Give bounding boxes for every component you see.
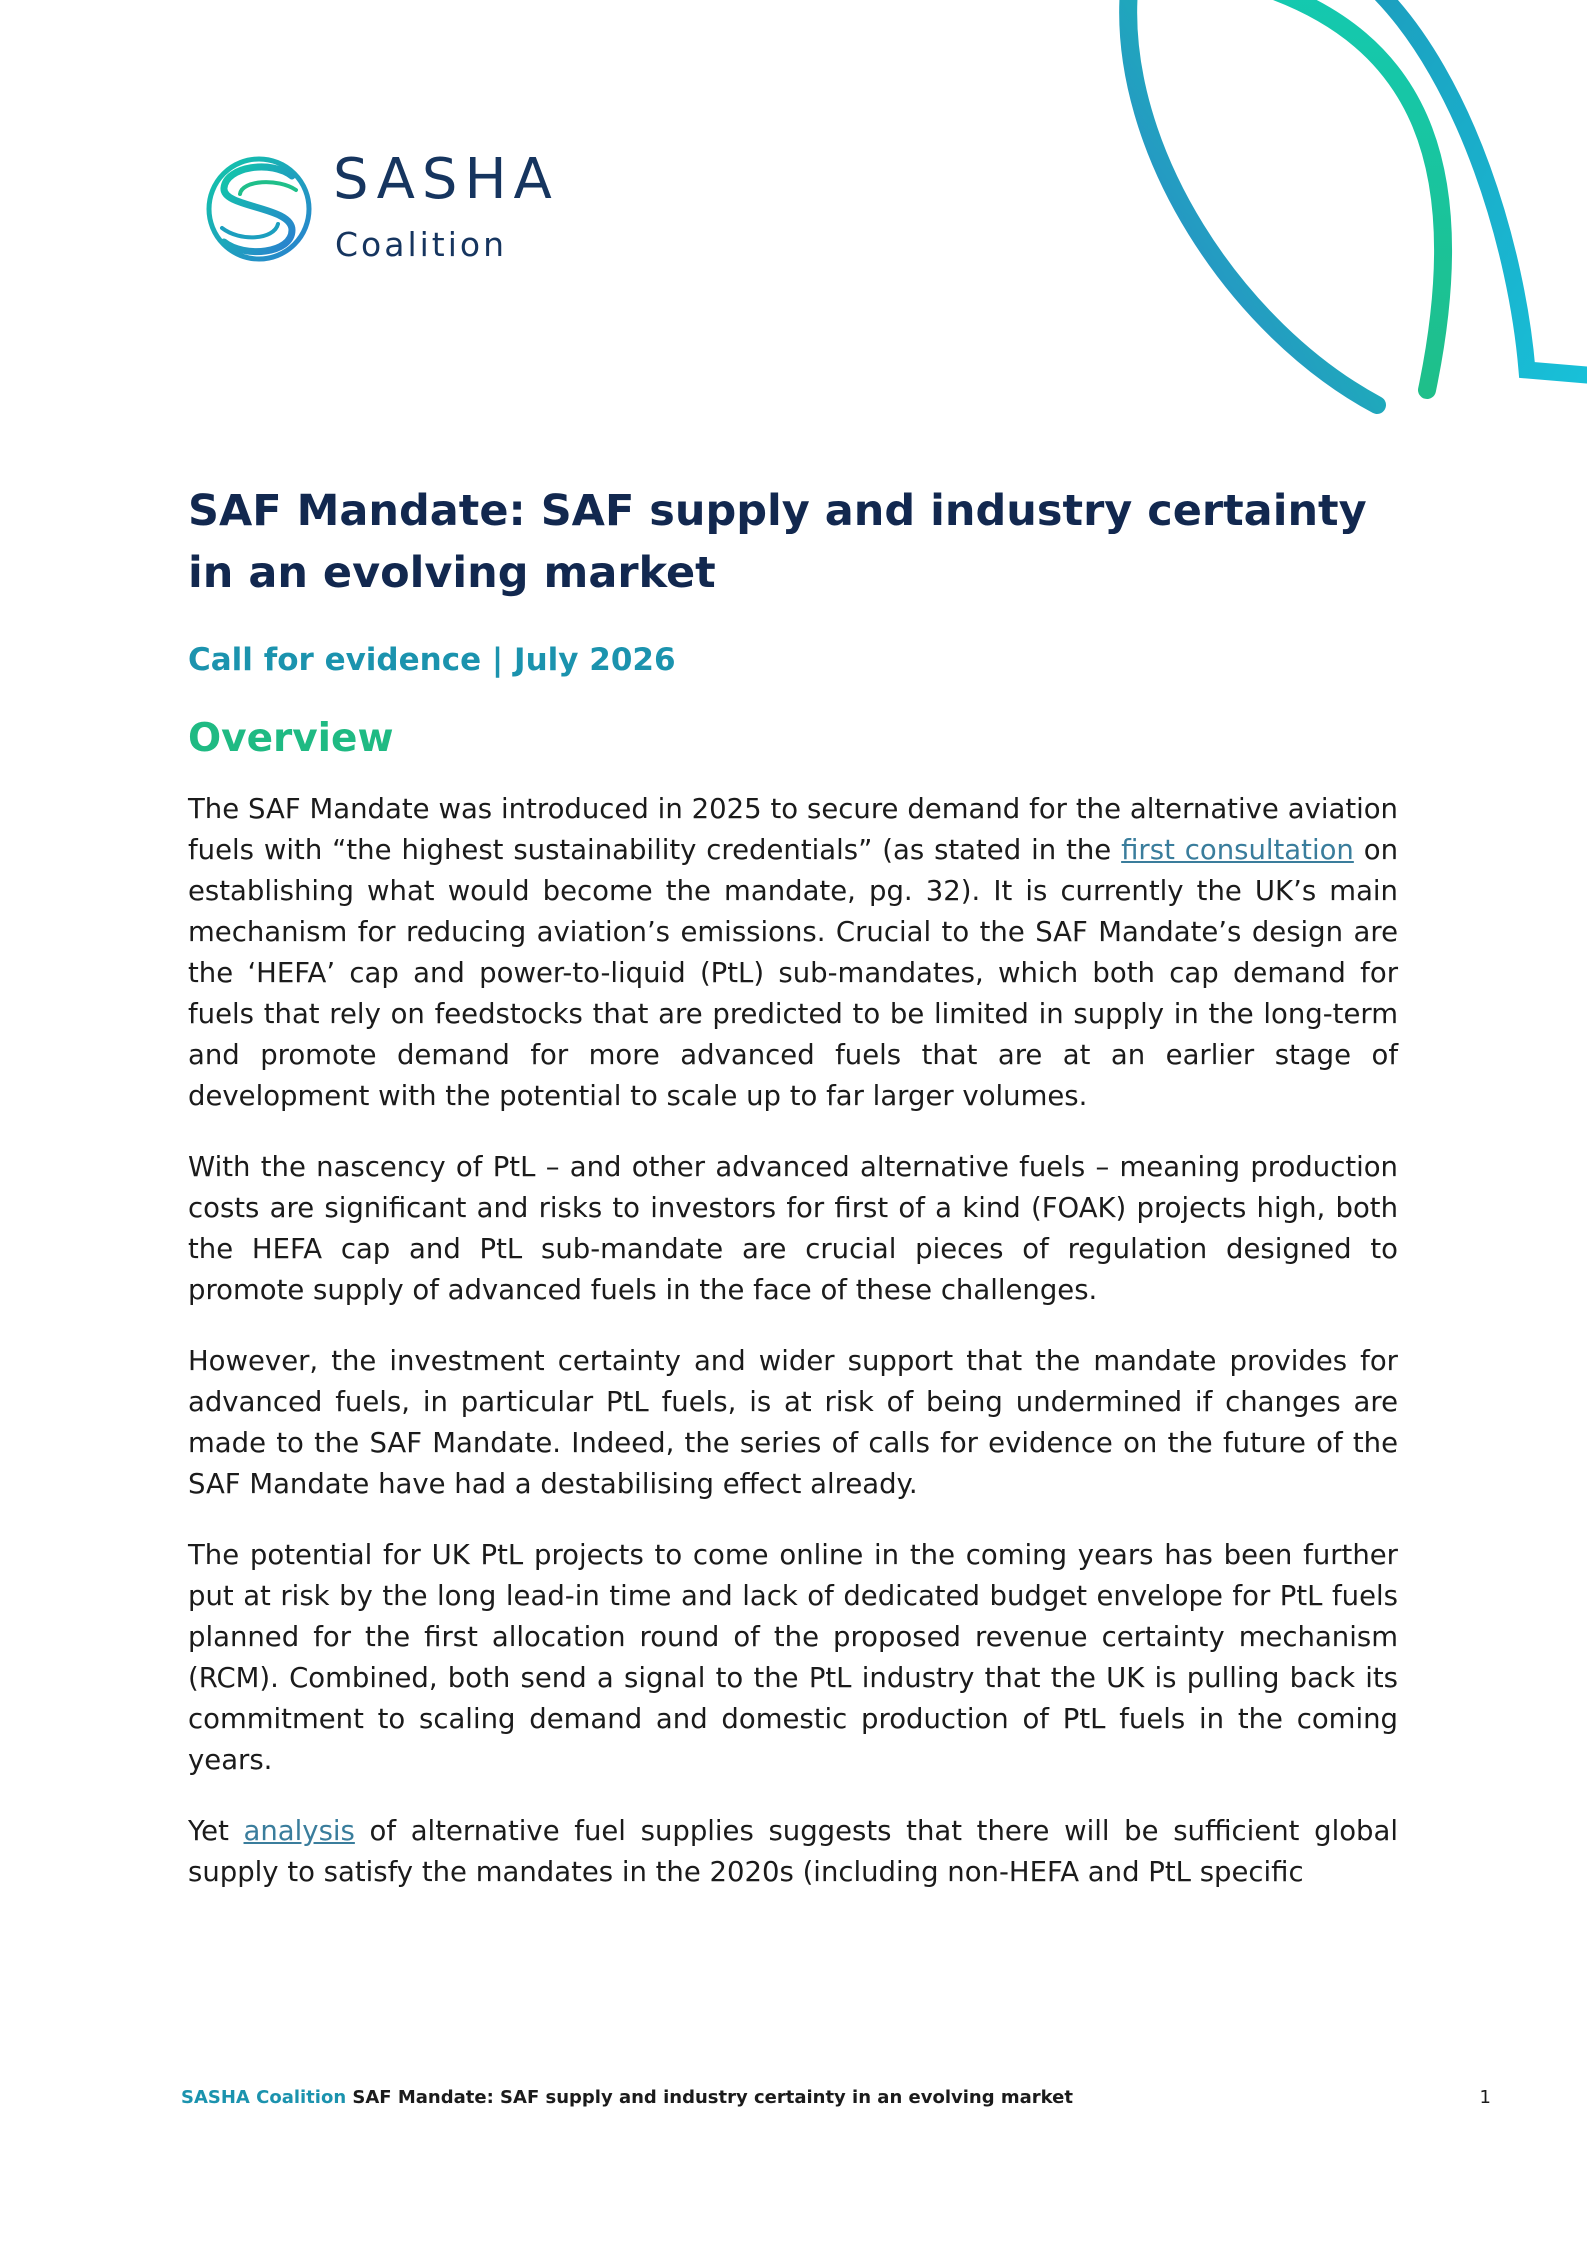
- document-title-line-1: SAF Mandate: SAF supply and industry certainty: [188, 486, 1367, 536]
- footer-page-number: 1: [1479, 2087, 1491, 2108]
- document-subtitle: Call for evidence | July 2026: [188, 642, 676, 678]
- paragraph-1-text-end: on establishing what would become the mandate, pg. 32). It is currently the UK’s main mechanism for reducing aviation’s emissions. Crucial to the SAF Mandate’s design are the ‘HEFA’ cap and power-to-liquid (PtL) sub-mandates, which both cap demand for fuels that rely on feedstocks that are predicted to be limited in supply in the long-term and promote demand for more advanced fuels that are at an earlier stage of development with the potential to scale up to far larger volumes.: [188, 834, 1399, 1112]
- paragraph-5-text-end: of alternative fuel supplies suggests that there will be sufficient global supply to satisfy the mandates in the 2020s (including non-HEFA and PtL specific: [188, 1815, 1398, 1888]
- paragraph-4: The potential for UK PtL projects to come online in the coming years has been further put at risk by the long lead-in time and lack of dedicated budget envelope for PtL fuels planned for the first allocation round of the proposed revenue certainty mechanism (RCM). Combined, both send a signal to the PtL industry that the UK is pulling back its commitment to scaling demand and domestic production of PtL fuels in the coming years.: [188, 1539, 1398, 1776]
- document-content: [188, 480, 1398, 1923]
- sasha-logo-mark-icon: [200, 150, 318, 268]
- page-footer: [181, 2087, 1491, 2108]
- paragraph-1: [188, 789, 1398, 1117]
- footer-org-name: SASHA Coalition: [181, 2087, 347, 2108]
- first-consultation-link[interactable]: first consultation: [1121, 834, 1354, 866]
- paragraph-3: However, the investment certainty and wider support that the mandate provides for advanced fuels, in particular PtL fuels, is at risk of being undermined if changes are made to the SAF Mandate. Indeed, the series of calls for evidence on the future of the SAF Mandate have had a destabilising effect already.: [188, 1345, 1398, 1500]
- logo-subtitle: Coalition: [335, 225, 508, 264]
- logo-wordmark: SASHA: [333, 147, 559, 212]
- body-text: [188, 789, 1398, 1893]
- document-title: [188, 480, 1398, 604]
- decorative-swoosh-graphic: [1047, 0, 1587, 430]
- paragraph-1-text-start: The SAF Mandate was introduced in 2025 to secure demand for the alternative aviation fuels with “the highest sustainability credentials” (as stated in the: [188, 793, 1398, 866]
- paragraph-2: With the nascency of PtL – and other advanced alternative fuels – meaning production costs are significant and risks to investors for first of a kind (FOAK) projects high, both the HEFA cap and PtL sub-mandate are crucial pieces of regulation designed to promote supply of advanced fuels in the face of these challenges.: [188, 1151, 1398, 1306]
- analysis-link[interactable]: analysis: [243, 1815, 355, 1847]
- paragraph-5: [188, 1811, 1398, 1893]
- document-title-line-2: in an evolving market: [188, 548, 716, 598]
- section-heading-overview: Overview: [188, 716, 394, 761]
- footer-document-title: SAF Mandate: SAF supply and industry certainty in an evolving market: [346, 2087, 1073, 2108]
- paragraph-5-text-start: Yet: [188, 1815, 244, 1847]
- sasha-coalition-logo: [200, 147, 660, 270]
